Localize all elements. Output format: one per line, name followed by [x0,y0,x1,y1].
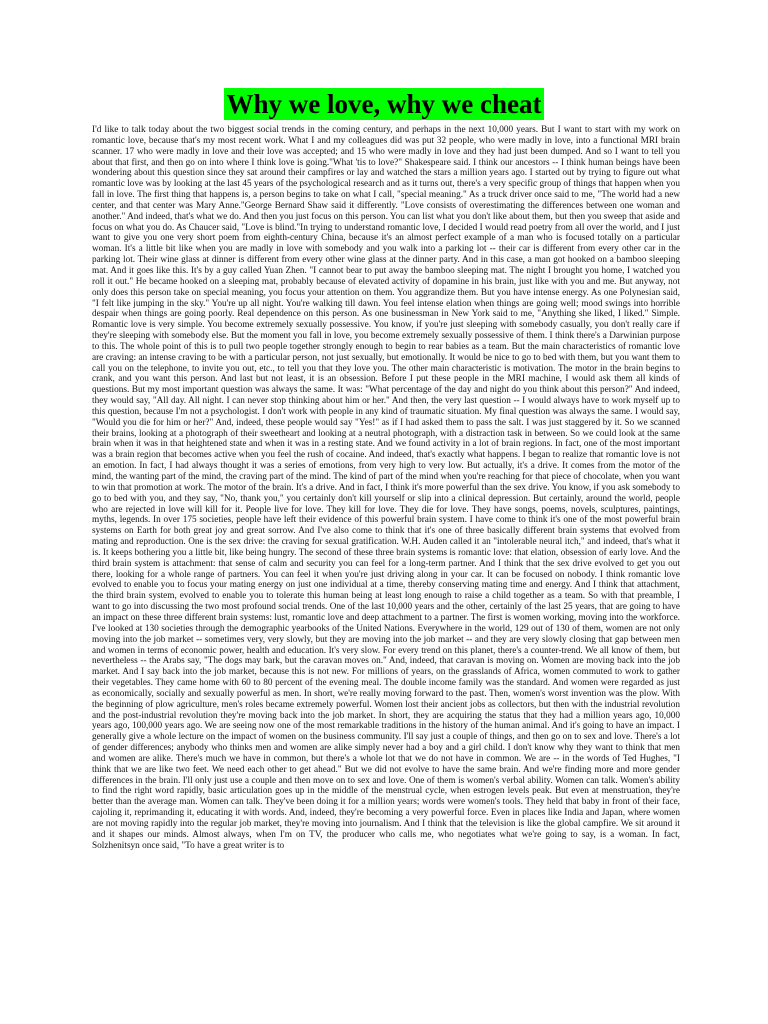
article-body: I'd like to talk today about the two biggest social trends in the coming century, and perhaps in the next 10,000 years. But I want to start with my work on romantic love, because that's my most recent work. What I and my colleagues did was put 32 people, who were madly in love, into a functional MRI brain scanner. 17 who were madly in love and their love was accepted; and 15 who were madly in love and they had just been dumped. And so I want to tell you about that first, and then go on into where I think love is going."What 'tis to love?" Shakespeare said. I think our ancestors -- I think human beings have been wondering about this question since they sat around their campfires or lay and watched the stars a million years ago. I started out by trying to figure out what romantic love was by looking at the last 45 years of the psychological research and as it turns out, there's a very specific group of things that happen when you fall in love. The first thing that happens is, a person begins to take on what I call, "special meaning." As a truck driver once said to me, "The world had a new center, and that center was Mary Anne."George Bernard Shaw said it differently. "Love consists of overestimating the differences between one woman and another." And indeed, that's what we do. And then you just focus on this person. You can list what you don't like about them, but then you sweep that aside and focus on what you do. As Chaucer said, "Love is blind."In trying to understand romantic love, I decided I would read poetry from all over the world, and I just want to give you one very short poem from eighth-century China, because it's an almost perfect example of a man who is focused totally on a particular woman. It's a little bit like when you are madly in love with somebody and you walk into a parking lot -- their car is different from every other car in the parking lot. Their wine glass at dinner is different from every other wine glass at the dinner party. And in this case, a man got hooked on a bamboo sleeping mat. And it goes like this. It's by a guy called Yuan Zhen. "I cannot bear to put away the bamboo sleeping mat. The night I brought you home, I watched you roll it out." He became hooked on a sleeping mat, probably because of elevated activity of dopamine in his brain, just like with you and me. But anyway, not only does this person take on special meaning, you focus your attention on them. You aggrandize them. But you have intense energy. As one Polynesian said, "I felt like jumping in the sky." You're up all night. You're walking till dawn. You feel intense elation when things are going well; mood swings into horrible despair when things are going poorly. Real dependence on this person. As one businessman in New York said to me, "Anything she liked, I liked." Simple. Romantic love is very simple. You become extremely sexually possessive. You know, if you're just sleeping with somebody casually, you don't really care if they're sleeping with somebody else. But the moment you fall in love, you become extremely sexually possessive of them. I think there's a Darwinian purpose to this. The whole point of this is to pull two people together strongly enough to begin to rear babies as a team. But the main characteristics of romantic love are craving: an intense craving to be with a particular person, not just sexually, but emotionally. It would be nice to go to bed with them, but you want them to call you on the telephone, to invite you out, etc., to tell you that they love you. The other main characteristic is motivation. The motor in the brain begins to crank, and you want this person. And last but not least, it is an obsession. Before I put these people in the MRI machine, I would ask them all kinds of questions. But my most important question was always the same. It was: "What percentage of the day and night do you think about this person?" And indeed, they would say, "All day. All night. I can never stop thinking about him or her." And then, the very last question -- I would always have to work myself up to this question, because I'm not a psychologist. I don't work with people in any kind of traumatic situation. My final question was always the same. I would say, "Would you die for him or her?" And, indeed, these people would say "Yes!" as if I had asked them to pass the salt. I was just staggered by it. So we scanned their brains, looking at a photograph of their sweetheart and looking at a neutral photograph, with a distraction task in between. So we could look at the same brain when it was in that heightened state and when it was in a resting state. And we found activity in a lot of brain regions. In fact, one of the most important was a brain region that becomes active when you feel the rush of cocaine. And indeed, that's exactly what happens. I began to realize that romantic love is not an emotion. In fact, I had always thought it was a series of emotions, from very high to very low. But actually, it's a drive. It comes from the motor of the mind, the wanting part of the mind, the craving part of the mind. The kind of part of the mind when you're reaching for that piece of chocolate, when you want to win that promotion at work. The motor of the brain. It's a drive. And in fact, I think it's more powerful than the sex drive. You know, if you ask somebody to go to bed with you, and they say, "No, thank you," you certainly don't kill yourself or slip into a clinical depression. But certainly, around the world, people who are rejected in love will kill for it. People live for love. They kill for love. They die for love. They have songs, poems, novels, sculptures, paintings, myths, legends. In over 175 societies, people have left their evidence of this powerful brain system. I have come to think it's one of the most powerful brain systems on Earth for both great joy and great sorrow. And I've also come to think that it's one of three basically different brain systems that evolved from mating and reproduction. One is the sex drive: the craving for sexual gratification. W.H. Auden called it an "intolerable neural itch," and indeed, that's what it is. It keeps bothering you a little bit, like being hungry. The second of these three brain systems is romantic love: that elation, obsession of early love. And the third brain system is attachment: that sense of calm and security you can feel for a long-term partner. And I think that the sex drive evolved to get you out there, looking for a whole range of partners. You can feel it when you're just driving along in your car. It can be focused on nobody. I think romantic love evolved to enable you to focus your mating energy on just one individual at a time, thereby conserving mating time and energy. And I think that attachment, the third brain system, evolved to enable you to tolerate this human being at least long enough to raise a child together as a team. So with that preamble, I want to go into discussing the two most profound social trends. One of the last 10,000 years and the other, certainly of the last 25 years, that are going to have an impact on these three different brain systems: lust, romantic love and deep attachment to a partner. The first is women working, moving into the workforce. I've looked at 130 societies through the demographic yearbooks of the United Nations. Everywhere in the world, 129 out of 130 of them, women are not only moving into the job market -- sometimes very, very slowly, but they are moving into the job market -- and they are very slowly closing that gap between men and women in terms of economic power, health and education. It's very slow. For every trend on this planet, there's a counter-trend. We all know of them, but nevertheless -- the Arabs say, "The dogs may bark, but the caravan moves on." And, indeed, that caravan is moving on. Women are moving back into the job market. And I say back into the job market, because this is not new. For millions of years, on the grasslands of Africa, women commuted to work to gather their vegetables. They came home with 60 to 80 percent of the evening meal. The double income family was the standard. And women were regarded as just as economically, socially and sexually powerful as men. In short, we're really moving forward to the past. Then, women's worst invention was the plow. With the beginning of plow agriculture, men's roles became extremely powerful. Women lost their ancient jobs as collectors, but then with the industrial revolution and the post-industrial revolution they're moving back into the job market. In short, they are acquiring the status that they had a million years ago, 10,000 years ago, 100,000 years ago. We are seeing now one of the most remarkable traditions in the history of the human animal. And it's going to have an impact. I generally give a whole lecture on the impact of women on the business community. I'll say just a couple of things, and then go on to sex and love. There's a lot of gender differences; anybody who thinks men and women are alike simply never had a boy and a girl child. I don't know why they want to think that men and women are alike. There's much we have in common, but there's a whole lot that we do not have in common. We are -- in the words of Ted Hughes, "I think that we are like two feet. We need each other to get ahead." But we did not evolve to have the same brain. And we're finding more and more gender differences in the brain. I'll only just use a couple and then move on to sex and love. One of them is women's verbal ability. Women can talk. Women's ability to find the right word rapidly, basic articulation goes up in the middle of the menstrual cycle, when estrogen levels peak. But even at menstruation, they're better than the average man. Women can talk. They've been doing it for a million years; words were women's tools. They held that baby in front of their face, cajoling it, reprimanding it, educating it with words. And, indeed, they're becoming a very powerful force. Even in places like India and Japan, where women are not moving rapidly into the regular job market, they're moving into journalism. And I think that the television is like the global campfire. We sit around it and it shapes our minds. Almost always, when I'm on TV, the producer who calls me, who negotiates what we're going to say, is a woman. In fact, Solzhenitsyn once said, "To have a great writer is to [92,125,680,851]
document-title: Why we love, why we cheat [224,88,545,120]
title-container [0,88,768,120]
